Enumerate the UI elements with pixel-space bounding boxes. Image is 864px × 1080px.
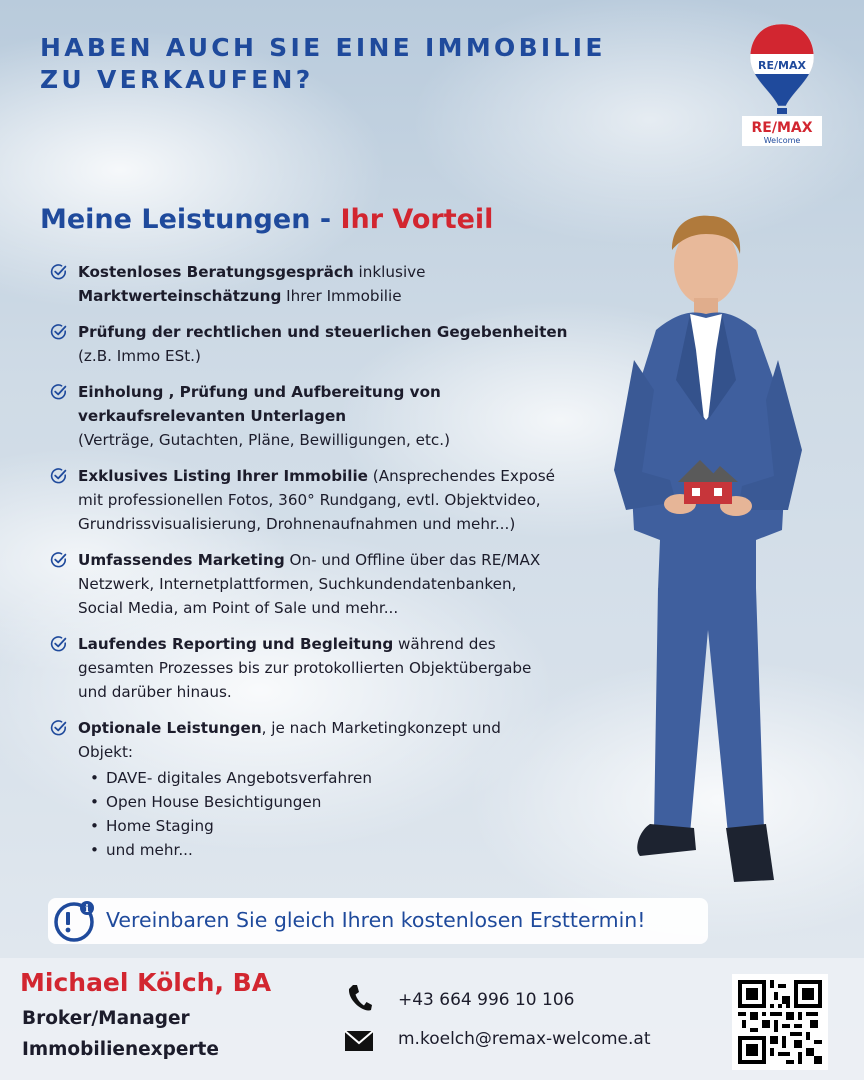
service-title: Laufendes Reporting und Begleitung: [78, 635, 394, 653]
check-circle-icon: [50, 635, 68, 653]
service-item: [50, 260, 610, 308]
balloon-brand-text: RE/MAX: [758, 59, 806, 72]
service-title: Optionale Leistungen: [78, 719, 262, 737]
service-text-cont: Ihrer Immobilie: [281, 287, 402, 305]
qr-code[interactable]: [732, 974, 828, 1070]
section-title: [40, 204, 493, 235]
service-text: (Verträge, Gutachten, Pläne, Bewilligungen, etc.): [78, 431, 451, 449]
broker-role: Broker/Manager: [22, 1008, 190, 1029]
remax-logo: [740, 20, 824, 148]
service-text: während des: [393, 635, 496, 653]
service-title: Kostenloses Beratungsgespräch: [78, 263, 354, 281]
list-item: • DAVE- digitales Angebotsverfahren: [96, 766, 610, 790]
service-item: [50, 380, 610, 452]
optional-services-list: [78, 766, 610, 862]
logo-brand-name: RE/MAX: [751, 120, 813, 136]
email-link[interactable]: m.koelch@remax-welcome.at: [398, 1029, 651, 1049]
check-circle-icon: [50, 551, 68, 569]
check-circle-icon: [50, 383, 68, 401]
list-item: • Open House Besichtigungen: [96, 790, 610, 814]
services-list: [50, 260, 610, 874]
broker-name: Michael Kölch, BA: [20, 968, 272, 997]
service-text: (z.B. Immo ESt.): [78, 347, 201, 365]
logo-brand-sub: Welcome: [763, 136, 801, 145]
phone-icon: [346, 983, 372, 1013]
cta-banner[interactable]: [48, 898, 708, 944]
check-circle-icon: [50, 323, 68, 341]
service-item: [50, 716, 610, 862]
service-title: Umfassendes Marketing: [78, 551, 285, 569]
service-text-line-2: Netzwerk, Internetplattformen, Suchkundendatenbanken,: [78, 575, 517, 593]
service-text: On- und Offline über das RE/MAX: [284, 551, 541, 569]
service-title: Einholung , Prüfung und Aufbereitung von: [78, 383, 441, 401]
service-title-cont: Marktwerteinschätzung: [78, 287, 282, 305]
list-item: • und mehr...: [96, 838, 610, 862]
list-item: • Home Staging: [96, 814, 610, 838]
section-title-main: Meine Leistungen -: [40, 204, 332, 235]
check-circle-icon: [50, 263, 68, 281]
check-circle-icon: [50, 467, 68, 485]
headline-line-2: ZU VERKAUFEN?: [40, 65, 314, 94]
service-text-line-3: und darüber hinaus.: [78, 683, 232, 701]
service-text: (Ansprechendes Exposé: [367, 467, 556, 485]
service-title: Prüfung der rechtlichen und steuerlichen Gegebenheiten: [78, 323, 568, 341]
broker-title: Immobilienexperte: [22, 1039, 219, 1060]
service-item: [50, 548, 610, 620]
phone-link[interactable]: +43 664 996 10 106: [398, 990, 575, 1010]
service-item: [50, 464, 610, 536]
service-text-line-3: Social Media, am Point of Sale und mehr...: [78, 599, 399, 617]
section-title-accent: Ihr Vorteil: [340, 204, 494, 235]
service-item: [50, 320, 610, 368]
service-text-line-2: gesamten Prozesses bis zur protokollierten Objektübergabe: [78, 659, 532, 677]
headline: [40, 32, 700, 96]
service-text-line-3: Grundrissvisualisierung, Drohnenaufnahmen und mehr...): [78, 515, 516, 533]
service-title: Exklusives Listing Ihrer Immobilie: [78, 467, 368, 485]
service-text: inklusive: [353, 263, 426, 281]
mail-icon: [344, 1030, 374, 1052]
service-text-line-2: mit professionellen Fotos, 360° Rundgang, evtl. Objektvideo,: [78, 491, 541, 509]
info-exclamation-icon: [50, 898, 102, 944]
service-text: , je nach Marketingkonzept und: [261, 719, 501, 737]
service-title-cont: verkaufsrelevanten Unterlagen: [78, 407, 347, 425]
service-item: [50, 632, 610, 704]
cta-text: Vereinbaren Sie gleich Ihren kostenlosen Ersttermin!: [106, 908, 646, 932]
svg-text:i: i: [85, 904, 89, 915]
headline-line-1: HABEN AUCH SIE EINE IMMOBILIE: [40, 33, 606, 62]
check-circle-icon: [50, 719, 68, 737]
service-text-line-2: Objekt:: [78, 743, 134, 761]
broker-portrait: [606, 210, 816, 910]
